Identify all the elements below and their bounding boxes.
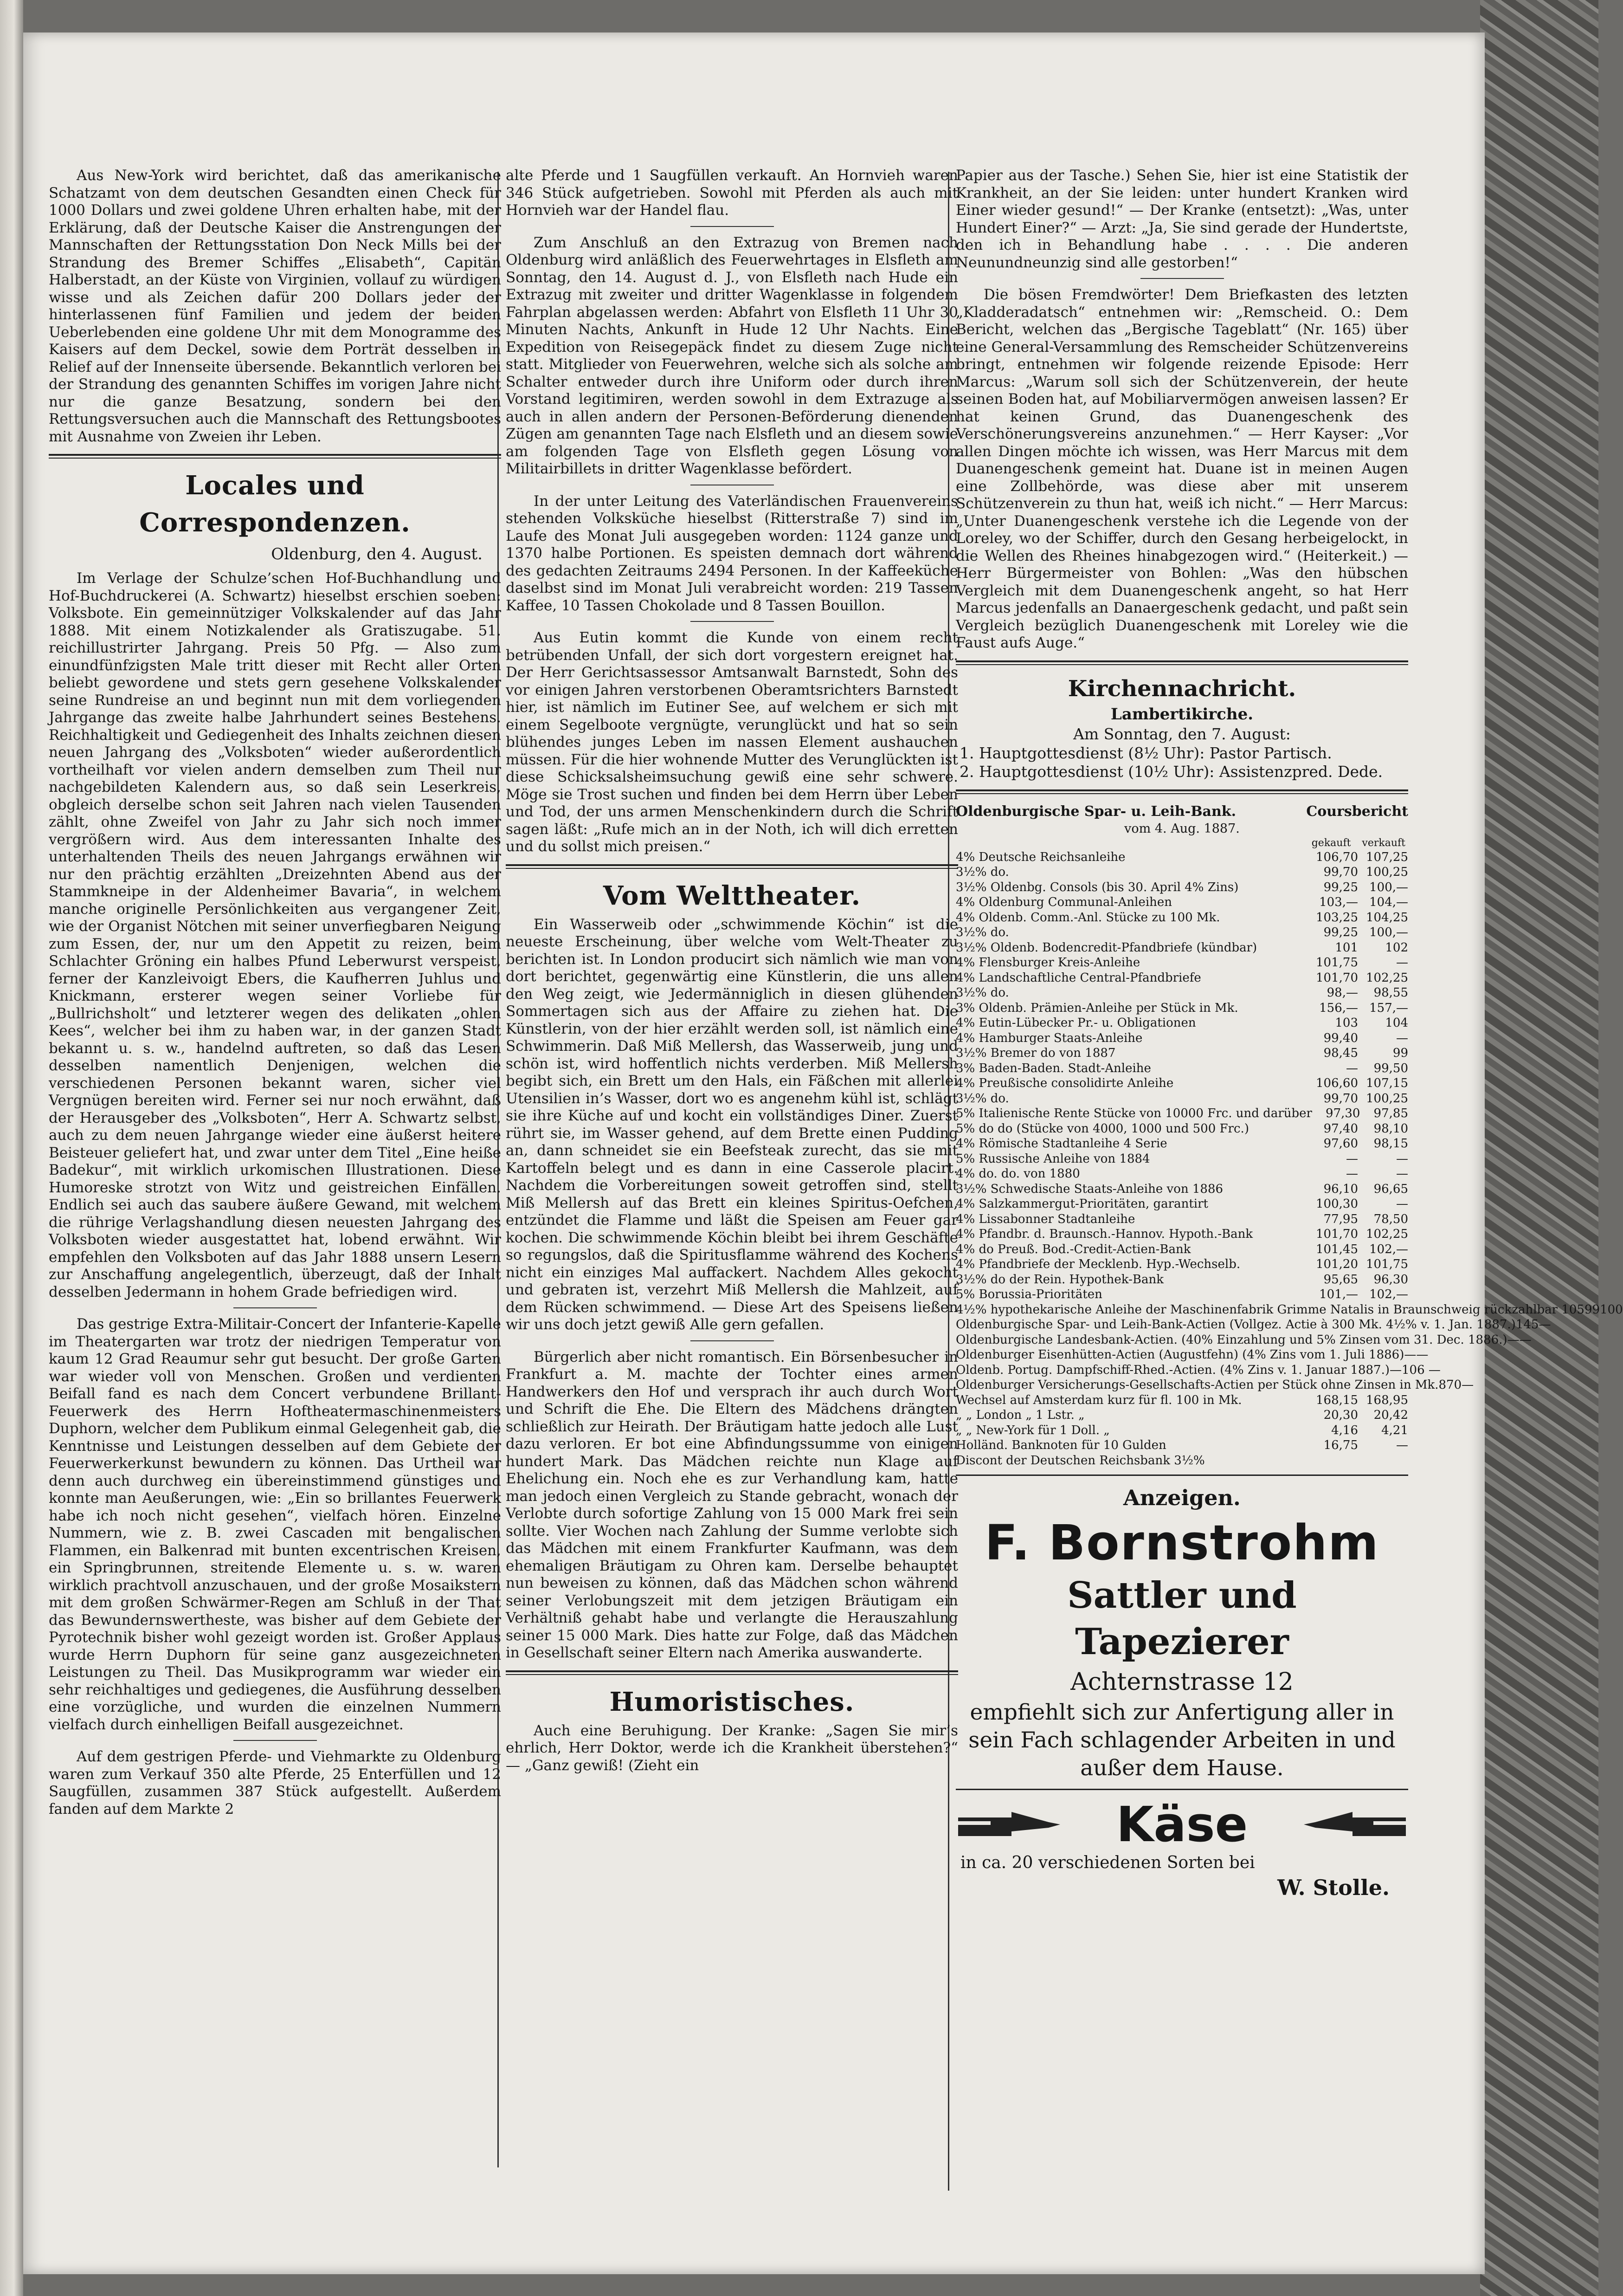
security-name: 4% Lissabonner Stadtanleihe [956, 1212, 1135, 1226]
table-row [956, 1227, 1408, 1242]
table-row [956, 940, 1408, 956]
security-name: Discont der Deutschen Reichsbank 3½% [956, 1453, 1205, 1468]
price-bought: — [1346, 1167, 1358, 1181]
table-row [956, 1197, 1408, 1212]
table-row [956, 1106, 1408, 1121]
security-name: Oldenb. Portug. Dampfschiff-Rhed.-Actien. (4% Zins v. 1. Januar 1887.) [956, 1363, 1390, 1377]
price-bought: 103,25 [1316, 910, 1358, 925]
article-beruhigung-cont: Papier aus der Tasche.) Sehen Sie, hier ist eine Statistik der Krankheit, an der Sie leiden: unter hundert Kranken wird Einer wieder gesund!“ — Der Kranke (entsetzt): „Was, unter Hundert Einer?“ — Arzt: „Ja, Sie sind gerade der Hundertste, den ich in Behandlung habe . . . . Die anderen Neunundneunzig sind alle gestorben!“ [956, 167, 1408, 271]
short-divider [690, 226, 774, 227]
price-sold: — [1519, 1332, 1532, 1347]
table-row [956, 1136, 1408, 1151]
price-bought: 106,70 [1316, 850, 1358, 864]
price-sold: 20,42 [1373, 1408, 1408, 1422]
security-name: 3½% do. [956, 865, 1009, 879]
price-sold: 168,95 [1366, 1393, 1408, 1407]
table-row [956, 865, 1408, 880]
course-report-date: vom 4. Aug. 1887. [1124, 821, 1240, 836]
table-row [956, 1347, 1429, 1363]
table-row [956, 1001, 1408, 1016]
price-bought: 103,— [1319, 895, 1358, 909]
table-row [956, 970, 1408, 986]
security-name: 4% Pfandbr. d. Braunsch.-Hannov. Hypoth.-Bank [956, 1227, 1253, 1241]
price-bought: 101,45 [1316, 1242, 1358, 1256]
table-row [956, 1272, 1408, 1287]
article-beruhigung: Auch eine Beruhigung. Der Kranke: „Sagen Sie mir’s ehrlich, Herr Doktor, werde ich die Krankheit überstehen?“ — „Ganz gewiß! (Zieht ein [506, 1722, 958, 1774]
table-row [956, 1242, 1408, 1257]
column-2 [506, 167, 958, 1781]
price-sold: 99,50 [1373, 1061, 1408, 1075]
table-row [956, 910, 1408, 925]
price-sold: 107,25 [1366, 850, 1408, 864]
security-name: 3% Oldenb. Prämien-Anleihe per Stück in Mk. [956, 1001, 1238, 1015]
table-row [956, 1212, 1408, 1227]
table-row [956, 955, 1408, 970]
price-sold: 102,— [1369, 1287, 1408, 1301]
table-row [956, 985, 1408, 1001]
pointing-hand-left-icon [1301, 1804, 1408, 1845]
security-name: 4% Landschaftliche Central-Pfandbriefe [956, 970, 1201, 985]
price-sold: 101,75 [1366, 1257, 1408, 1271]
price-sold: 157,— [1369, 1001, 1408, 1015]
pointing-hand-right-icon [956, 1804, 1063, 1845]
price-bought: 98,45 [1323, 1046, 1358, 1060]
price-sold: 99 [1392, 1046, 1408, 1060]
table-row [956, 895, 1408, 910]
price-sold: 78,50 [1373, 1212, 1408, 1226]
column-header-verkauft: verkauft [1362, 837, 1405, 849]
table-row [956, 1046, 1408, 1061]
table-row [956, 1378, 1474, 1393]
price-sold: 100,— [1369, 925, 1408, 939]
security-name: 3½% do. [956, 925, 1009, 939]
security-name: 4½% hypothekarische Anleihe der Maschinenfabrik Grimme Natalis in Braunschweig rückzahlbar 105 [956, 1302, 1584, 1317]
price-sold: 98,10 [1373, 1121, 1408, 1136]
table-row [956, 1438, 1408, 1453]
column-1 [49, 167, 501, 1824]
table-row [956, 1015, 1408, 1031]
church-date: Am Sonntag, den 7. August: [1073, 724, 1291, 743]
church-service-1: 1. Hauptgottesdienst (8½ Uhr): Pastor Partisch. [960, 744, 1332, 762]
security-name: 3½% do. [956, 1091, 1009, 1106]
price-sold: 96,65 [1373, 1182, 1408, 1196]
article-new-york: Aus New-York wird berichtet, daß das amerikanische Schatzamt von dem deutschen Gesandten einen Check für 1000 Dollars und zwei goldene Uhren erhalten habe, mit der Erklärung, daß der Deutsche Kaiser die Anstrengungen der Mannschaften der Rettungsstation Don Neck Mills bei der Strandung des Bremer Schiffes „Elisabeth“, Capitän Halberstadt, an der Küste von Virginien, vollauf zu würdigen wisse und als Zeichen dafür 200 Dollars jeder der hinterlassenen fünf Familien und jedem der beiden Ueberlebenden eine goldene Uhr mit dem Monogramme des Kaisers auf dem Deckel, sowie dem Porträt desselben in Relief auf der Innenseite übersende. Bekanntlich verloren bei der Strandung des genannten Schiffes im vorigen Jahre nicht nur die ganze Besatzung, sondern bei den Rettungsversuchen auch die Mannschaft des Rettungsbootes mit Ausnahme von Zweien ihr Leben. [49, 167, 501, 445]
article-unfall: Aus Eutin kommt die Kunde von einem recht betrübenden Unfall, der sich dort vorgestern ereignet hat. Der Herr Gerichtsassessor Amtsanwalt Barnstedt, Sohn des vor einigen Jahren verstorbenen Oberamtsrichters Barnstedt hier, ist nämlich im Eutiner See, auf welchem er sich mit einem Segelboote vergnügte, verunglückt und hat so sein blühendes junges Leben im nassen Element aushauchen müssen. Für die hier wohnende Mutter des Verunglückten ist diese Schicksalsheimsuchung gewiß eine sehr schwere. Möge sie Trost suchen und finden bei dem Herrn über Leben und Tod, der uns armen Menschenkindern durch die Schrift sagen läßt: „Rufe mich an in der Noth, ich will dich erretten und du sollst mich preisen.“ [506, 629, 958, 855]
article-fremdwoerter: Die bösen Fremdwörter! Dem Briefkasten des letzten „Kladderadatsch“ entnehmen wir: „Remscheid. O.: Dem Bericht, welchen das „Bergische Tageblatt“ (Nr. 165) über eine General-Versammlung des Remscheider Schützenvereins bringt, entnehmen wir folgende reizende Episode: Herr Marcus: „Warum soll sich der Schützenverein, der heute seinen Boden hat, auf Mobiliarvermögen anweisen lassen? Er hat keinen Grund, das Duanengeschenk des Verschönerungsvereins anzunehmen.“ — Herr Kayser: „Vor allen Dingen möchte ich wissen, was Herr Marcus mit dem Duanengeschenk gemeint hat. Duane ist in meinen Augen eine Zollbehörde, was diese aber mit unserem Schützenverein zu thun hat, weiß ich nicht.“ — Herr Marcus: „Unter Duanengeschenk verstehe ich die Legende von der Loreley, wo der Schiffer, durch den Gesang herbeigelockt, in die Wellen des Rheines hinabgezogen wird.“ (Heiterkeit.) — Herr Bürgermeister von Bohlen: „Was den hübschen Vergleich mit dem Duanengeschenk angeht, so hat Herr Marcus jedenfalls an Danaergeschenk gedacht, und paßt sein Vergleich bezüglich Duanengeschenk mit Loreley wie die Faust aufs Auge.“ [956, 286, 1408, 651]
price-sold: 102,25 [1366, 970, 1408, 985]
table-row [956, 1453, 1408, 1468]
price-bought: 96,10 [1323, 1182, 1358, 1196]
price-sold: — [1462, 1378, 1474, 1392]
section-divider [956, 660, 1408, 665]
price-sold: 104 [1385, 1016, 1408, 1030]
article-pferdemarkt: Auf dem gestrigen Pferde- und Viehmarkte zu Oldenburg waren zum Verkauf 350 alte Pferde, 25 Enterfüllen und 12 Saugfüllen, zusammen 387 Stück aufgestellt. Außerdem fanden auf dem Markte 2 [49, 1748, 501, 1817]
course-report-bank: Oldenburgische Spar- u. Leih-Bank. [956, 803, 1237, 820]
ad-trade: Sattler und Tapezierer [1067, 1574, 1297, 1663]
price-bought: 101,70 [1316, 1227, 1358, 1241]
column-3 [956, 167, 1623, 1901]
kaese-ad-banner [956, 1797, 1408, 1852]
table-row [956, 1423, 1408, 1438]
price-bought: 97,40 [1323, 1121, 1358, 1136]
ad-address: Achternstrasse 12 [1070, 1668, 1294, 1696]
article-concert: Das gestrige Extra-Militair-Concert der Infanterie-Kapelle im Theatergarten war trotz der niedrigen Temperatur von kaum 12 Grad Reaumur sehr gut besucht. Der große Garten war wieder voll von Menschen. Großen und verdienten Beifall fand es nach dem Concert verbundene Brillant-Feuerwerk des Herrn Hoftheatermaschinenmeisters Duphorn, welcher dem Publikum einmal Gelegenheit gab, die Kenntnisse und Leistungen desselben auf dem Gebiete der Feuerwerkerkunst bewundern zu können. Das Urtheil war denn auch durchweg ein übereinstimmend günstiges und konnte man Aeußerungen, wie: „Ein so brillantes Feuerwerk habe ich noch nicht gesehen“, vielfach hören. Einzelne Nummern, wie z. B. zwei Cascaden mit bengalischen Flammen, ein Balkenrad mit bunten excentrischen Kreisen, ein Springbrunnen, streitende Elemente u. s. w. waren wirklich prachtvoll anzuschauen, und der große Mosaikstern mit dem großen Schwärmer-Regen am Schluß in der That das Bewundernswertheste, was bisher auf dem Gebiete der Pyrotechnik bisher wohl gezeigt worden ist. Großer Applaus wurde Herrn Duphorn für seine ganz ausgezeichneten Leistungen zu Theil. Das Musikprogramm war wieder ein sehr reichhaltiges und gediegenes, die Ausführung desselben eine vorzügliche, und wurden die einzelnen Nummern vielfach durch einhelligen Beifall ausgezeichnet. [49, 1316, 501, 1733]
security-name: 3½% Schwedische Staats-Anleihe von 1886 [956, 1182, 1224, 1196]
table-row [956, 850, 1408, 865]
table-row [956, 1332, 1532, 1348]
security-name: 5% Italienische Rente Stücke von 10000 Frc. und darüber [956, 1106, 1312, 1120]
security-name: 5% Borussia-Prioritäten [956, 1287, 1102, 1301]
security-name: „ „ New-York für 1 Doll. „ [956, 1423, 1110, 1437]
security-name: 4% Preußische consolidirte Anleihe [956, 1076, 1174, 1090]
price-sold: 106 — [1401, 1363, 1441, 1377]
security-name: 3½% Bremer do von 1887 [956, 1046, 1116, 1060]
table-row [956, 1031, 1408, 1046]
security-name: 4% Deutsche Reichsanleihe [956, 850, 1126, 864]
security-name: 4% Oldenb. Comm.-Anl. Stücke zu 100 Mk. [956, 910, 1220, 925]
table-row [956, 1061, 1408, 1076]
short-divider [690, 1340, 774, 1341]
security-name: 4% Pfandbriefe der Mecklenb. Hyp.-Wechselb. [956, 1257, 1241, 1271]
price-sold: — [1416, 1348, 1429, 1362]
section-divider [956, 789, 1408, 794]
ad-business-name: F. Bornstrohm [985, 1514, 1379, 1571]
price-sold: 104,25 [1366, 910, 1408, 925]
table-row [956, 1408, 1408, 1423]
price-sold: 100,— [1369, 880, 1408, 894]
table-row [956, 1182, 1408, 1197]
security-name: 4% Eutin-Lübecker Pr.- u. Obligationen [956, 1016, 1196, 1030]
section-divider [506, 1670, 958, 1675]
security-name: Wechsel auf Amsterdam kurz für fl. 100 in Mk. [956, 1393, 1242, 1407]
security-name: Oldenburger Eisenhütten-Actien (Augustfehn) (4% Zins vom 1. Juli 1886) [956, 1348, 1404, 1362]
table-row [956, 1121, 1408, 1137]
article-volkskueche: In der unter Leitung des Vaterländischen Frauenvereins stehenden Volksküche hieselbst (Ritterstraße 7) sind im Laufe des Monat Juli ausgegeben worden: 1124 ganze und 1370 halbe Portionen. Es speisten demnach dort während des gedachten Zeitraums 2494 Personen. In der Kaffeeküche daselbst sind im Monat Juli verabreicht worden: 219 Tassen Kaffee, 10 Tassen Chokolade und 8 Tassen Bouillon. [506, 492, 958, 614]
price-bought: 156,— [1319, 1001, 1358, 1015]
security-name: 4% do. do. von 1880 [956, 1167, 1080, 1181]
security-name: 4% Hamburger Staats-Anleihe [956, 1031, 1143, 1045]
table-row [956, 925, 1408, 940]
ad-kaese-signature: W. Stolle. [1277, 1875, 1390, 1900]
short-divider [1140, 278, 1224, 279]
price-bought: 77,95 [1323, 1212, 1358, 1226]
price-bought: 99,25 [1323, 880, 1358, 894]
price-bought: 16,75 [1323, 1438, 1358, 1452]
security-name: Oldenburger Versicherungs-Gesellschafts-Actien per Stück ohne Zinsen in Mk. [956, 1378, 1439, 1392]
security-name: 3½% do. [956, 986, 1009, 1000]
marbled-book-edge [1480, 0, 1598, 2296]
price-bought: 99,25 [1323, 925, 1358, 939]
security-name: 3½% Oldenb. Bodencredit-Pfandbriefe (kündbar) [956, 940, 1257, 955]
table-row [956, 1317, 1551, 1332]
price-sold: 102,25 [1366, 1227, 1408, 1241]
security-name: 3% Baden-Baden. Stadt-Anleihe [956, 1061, 1151, 1075]
price-bought: 4,16 [1331, 1423, 1358, 1437]
price-sold: 4,21 [1381, 1423, 1408, 1437]
table-row [956, 1091, 1408, 1106]
security-name: 3½% do der Rein. Hypothek-Bank [956, 1272, 1164, 1287]
course-report-header [956, 802, 1408, 821]
security-name: 3½% Oldenbg. Consols (bis 30. April 4% Zins) [956, 880, 1239, 894]
price-bought: 101,70 [1316, 970, 1358, 985]
section-heading-welttheater: Vom Welttheater. [603, 880, 861, 911]
ad-divider [956, 1475, 1408, 1476]
price-bought: — [1389, 1363, 1402, 1377]
section-divider [506, 864, 958, 869]
security-name: „ „ London „ 1 Lstr. „ [956, 1408, 1085, 1422]
price-sold: 100,25 [1366, 1091, 1408, 1106]
security-name: 5% Russische Anleihe von 1884 [956, 1151, 1150, 1166]
price-bought: 20,30 [1323, 1408, 1358, 1422]
price-sold: — [1396, 1031, 1408, 1045]
price-bought: — [1404, 1348, 1417, 1362]
ad-text: empfiehlt sich zur Anfertigung aller in sein Fach schlagender Arbeiten in und außer dem Hause. [968, 1700, 1396, 1781]
price-bought: 100,30 [1316, 1197, 1358, 1211]
dateline: Oldenburg, den 4. August. [271, 545, 483, 563]
price-bought: 97,60 [1323, 1137, 1358, 1151]
price-bought: 101,75 [1316, 956, 1358, 970]
price-sold: — [1396, 1167, 1408, 1181]
price-bought: 98,— [1327, 986, 1358, 1000]
course-report-columns [956, 837, 1408, 850]
table-row [956, 1257, 1408, 1272]
section-divider [49, 454, 501, 459]
price-bought: 145 [1515, 1318, 1539, 1332]
church-subheading: Lambertikirche. [1110, 705, 1254, 724]
section-heading-locales: Locales und Correspondenzen. [139, 470, 411, 538]
price-bought: 101,— [1319, 1287, 1358, 1301]
price-bought: 99,40 [1323, 1031, 1358, 1045]
price-sold: 104,— [1369, 895, 1408, 909]
security-name: 4% Salzkammergut-Prioritäten, garantirt [956, 1197, 1208, 1211]
table-row [956, 1151, 1408, 1167]
price-sold: 98,15 [1373, 1137, 1408, 1151]
security-name: 4% do Preuß. Bod.-Credit-Actien-Bank [956, 1242, 1191, 1256]
course-report-table [956, 850, 1623, 1468]
article-extrazug: Zum Anschluß an den Extrazug von Bremen nach Oldenburg wird anläßlich des Feuerwehrtages in Elsfleth am Sonntag, den 14. August d. J., von Elsfleth nach Hude ein Extrazug mit zweiter und dritter Wagenklasse in folgendem Fahrplan abgelassen werden: Abfahrt von Elsfleth 11 Uhr 30 Minuten Nachts, Ankunft in Hude 12 Uhr Nachts. Eine Expedition von Reisegepäck findet zu diesem Zuge nicht statt. Mitglieder von Feuerwehren, welche sich als solche am Schalter entweder durch ihre Uniform oder durch ihren Vorstand legitimiren, werden sowohl in dem Extrazuge als auch in allen andern der Personen-Beförderung dienenden Zügen am genannten Tage nach Elsfleth und an diesem sowie am folgenden Tage von Elsfleth gegen Lösung von Militairbillets in dritter Wagenklasse befördert. [506, 234, 958, 477]
price-sold: 97,85 [1373, 1106, 1408, 1120]
short-divider [233, 1740, 317, 1741]
price-sold: 102 [1385, 940, 1408, 955]
price-sold: — [1396, 1197, 1408, 1211]
price-sold: 98,55 [1373, 986, 1408, 1000]
table-row [956, 1076, 1408, 1091]
table-row [956, 1302, 1623, 1318]
security-name: Oldenburgische Spar- und Leih-Bank-Actien (Vollgez. Actie à 300 Mk. 4½% v. 1. Jan. 1887.) [956, 1318, 1516, 1332]
price-bought: 99,70 [1323, 865, 1358, 879]
price-sold: 100,25 [1366, 865, 1408, 879]
price-bought: 99 [1584, 1302, 1600, 1317]
left-page-edge [0, 0, 23, 2296]
article-wasserweib: Ein Wasserweib oder „schwimmende Köchin“ ist die neueste Erscheinung, über welche vom Welt-Theater zu berichten ist. In London producirt sich nämlich wie man von dort berichtet, gegenwärtig eine Künstlerin, die uns allen den Weg zeigt, wie Jedermänniglich in diesen glühenden Sommertagen sich aus der Affaire zu ziehen hat. Die Künstlerin, von der hier erzählt werden soll, ist nämlich eine Schwimmerin. Daß Miß Mellersh, das Wasserweib, jung und schön ist, wird hoffentlich nichts verderben. Miß Mellersh begibt sich, ein Brett um den Hals, ein Fäßchen mit allerlei Utensilien in’s Wasser, dort wo es angenehm kühl ist, schlägt sie ihre Küche auf und kocht ein vollständiges Diner. Zuerst rührt sie, im Wasser gehend, auf dem Brette einen Pudding an, dann schneidet sie ein Beefsteak zurecht, das sie mit Kartoffeln belegt und es dann in eine Casserole placirt. Nachdem die Vorbereitungen soweit getroffen sind, stellt Miß Mellersh auf das Brett ein kleines Spiritus-Oefchen, entzündet die Flamme und läßt die Speisen am Feuer gar kochen. Die schwimmende Köchin bleibt bei ihrem Geschäfte so regungslos, daß die Spiritusflamme während des Kochens nicht ein einziges Mal auffackert. Nachdem Alles gekocht und gebraten ist, verzehrt Miß Mellersh die Mahlzeit, auf dem Rücken schwimmend. — Diese Art des Speisens ließen wir uns doch jetzt gewiß Alle gern gefallen. [506, 916, 958, 1333]
price-bought: 101,20 [1316, 1257, 1358, 1271]
table-row [956, 1393, 1408, 1408]
article-pferdemarkt-cont: alte Pferde und 1 Saugfüllen verkauft. An Hornvieh waren 346 Stück aufgetrieben. Sowohl mit Pferden als auch mit Hornvieh war der Handel flau. [506, 167, 958, 219]
security-name: 4% Römische Stadtanleihe 4 Serie [956, 1137, 1167, 1151]
table-row [956, 1363, 1441, 1378]
ad-divider [956, 1789, 1408, 1790]
price-bought: 95,65 [1323, 1272, 1358, 1287]
price-bought: 168,15 [1316, 1393, 1358, 1407]
article-volksbote: Im Verlage der Schulze’schen Hof-Buchhandlung und Hof-Buchdruckerei (A. Schwartz) hieselbst erschien soeben: Volksbote. Ein gemeinnütziger Volkskalender auf das Jahr 1888. Mit einem Notizkalender als Gratiszugabe. 51. reichillustrirter Jahrgang. Preis 50 Pfg. — Also zum einundfünfzigsten Male tritt dieser mit Recht aller Orten beliebt gewordene und stets gern gesehene Volkskalender seine Rundreise an und beginnt nun mit dem vorliegenden Jahrgange das zweite halbe Jahrhundert seines Bestehens. Reichhaltigkeit und Gediegenheit des Inhalts zeichnen diesen neuen Jahrgang des „Volksboten“ wieder außerordentlich vortheilhaft vor vielen andern demselben zum Theil nur nachgebildeten Kalendern aus, so daß sein Leserkreis, obgleich derselbe schon seit Jahren nach vielen Tausenden zählt, ohne Zweifel von Jahr zu Jahr sich noch immer vergrößern wird. Aus dem interessanten Inhalte des unterhaltenden Theils des neuen Jahrgangs erwähnen wir nur den prächtig erzählten „Dreizehnten Abend aus der Stammkneipe in der Aldenheimer Bavaria“, in welchem manche originelle Persönlichkeiten aus vergangener Zeit, wie der Organist Nötchen mit seiner unverfiegbaren Neigung zum Essen, der, nur um den Appetit zu reizen, beim Schlachter Gröning ein halbes Pfund Leberwurst verspeist, ferner der Kanzleivoigt Ebers, die Kaufherren Juhlus und Knickmann, ersterer wegen seiner Vorliebe für „Bullrichsholt“ und letzterer wegen des delikaten „ohlen Kees“, welcher bei ihm zu haben war, in der ganzen Stadt bekannt u. s. w., handelnd auftreten, so daß das Lesen desselben namentlich Denjenigen, welchen die verschiedenen Personen bekannt waren, sicher viel Vergnügen bereiten wird. Ferner sei nur noch erwähnt, daß der Herausgeber des „Volksboten“, Herr A. Schwartz selbst, auch zu dem neuen Jahrgange wieder eine äußerst heitere Beisteuer geliefert hat, und zwar unter dem Titel „Eine heiße Badekur“, mit wirklich urkomischen Illustrationen. Diese Humoreske strotzt von Witz und geistreichen Einfällen. Endlich sei auch das saubere äußere Gewand, mit welchem die rührige Verlagshandlung diesen neuesten Jahrgang des Volksboten wieder ausgestattet hat, lobend erwähnt. Wir empfehlen den Volksboten auf das Jahr 1888 unsern Lesern zur Anschaffung angelegentlich, überzeugt, daß der Inhalt desselben Jedermann in hohem Grade befriedigen wird. [49, 570, 501, 1300]
ad-kaese-text: in ca. 20 verschiedenen Sorten bei [960, 1853, 1255, 1872]
price-bought: 106,60 [1316, 1076, 1358, 1090]
price-sold: 107,15 [1366, 1076, 1408, 1090]
security-name: 4% Oldenburg Communal-Anleihen [956, 895, 1172, 909]
price-sold: 102,— [1369, 1242, 1408, 1256]
security-name: Oldenburgische Landesbank-Actien. (40% Einzahlung und 5% Zinsen vom 31. Dec. 1886.) [956, 1332, 1507, 1347]
short-divider [233, 1307, 317, 1308]
price-sold: 100 [1600, 1302, 1623, 1317]
price-bought [1308, 1453, 1358, 1468]
price-bought: 97,30 [1326, 1106, 1360, 1120]
price-bought: 103 [1335, 1016, 1358, 1030]
price-sold: 96,30 [1373, 1272, 1408, 1287]
ad-kaese-title: Käse [1116, 1796, 1248, 1853]
price-sold: — [1396, 956, 1408, 970]
church-heading: Kirchennachricht. [1068, 675, 1296, 702]
ads-heading: Anzeigen. [1123, 1485, 1241, 1510]
church-service-2: 2. Hauptgottesdienst (10½ Uhr): Assistenzpred. Dede. [960, 762, 1383, 781]
column-header-gekauft: gekauft [1311, 837, 1351, 849]
price-bought: 99,70 [1323, 1091, 1358, 1106]
price-bought: — [1507, 1332, 1520, 1347]
table-row [956, 1166, 1408, 1182]
price-sold [1358, 1453, 1408, 1468]
price-bought: 101 [1335, 940, 1358, 955]
course-report-title: Coursbericht [1306, 803, 1408, 820]
table-row [956, 1287, 1408, 1302]
security-name: 5% do do (Stücke von 4000, 1000 und 500 Frc.) [956, 1121, 1249, 1136]
short-divider [690, 621, 774, 622]
price-sold: — [1396, 1438, 1408, 1452]
article-buergerlich: Bürgerlich aber nicht romantisch. Ein Börsenbesucher in Frankfurt a. M. machte der Tochter eines armen Handwerkers den Hof und versprach ihr auch durch Wort und Schrift die Ehe. Die Eltern des Mädchens drängten schließlich zur Heirath. Der Bräutigam hatte jedoch alle Lust dazu verloren. Er bot eine Abfindungssumme von einigen hundert Mark. Das Mädchen reichte nun Klage auf Ehelichung ein. Noch ehe es zur Verhandlung kam, hatte man jedoch einen Vergleich zu Stande gebracht, wonach der Verlobte durch sofortige Zahlung von 15 000 Mark frei sein sollte. Vier Wochen nach Zahlung der Summe verlobte sich das Mädchen mit einem Frankfurter Kaufmann, was dem ehemaligen Bräutigam zu Ohren kam. Derselbe behauptet nun beweisen zu können, daß das Mädchen schon während seiner Verlobungszeit mit dem jetzigen Bräutigam ein Verhältniß gehabt habe und verlangte die Herauszahlung seiner 15 000 Mark. Dies hatte zur Folge, daß das Mädchen in Gesellschaft seiner Eltern nach Amerika auswanderte. [506, 1348, 958, 1661]
price-bought: 870 [1438, 1378, 1462, 1392]
price-bought: — [1346, 1151, 1358, 1166]
security-name: 4% Flensburger Kreis-Anleihe [956, 956, 1140, 970]
price-sold: — [1539, 1318, 1551, 1332]
table-row [956, 880, 1408, 895]
security-name: Holländ. Banknoten für 10 Gulden [956, 1438, 1166, 1452]
price-sold: — [1396, 1151, 1408, 1166]
price-bought: — [1346, 1061, 1358, 1075]
newspaper-page [23, 32, 1623, 2274]
section-heading-humoristisches: Humoristisches. [609, 1686, 855, 1717]
